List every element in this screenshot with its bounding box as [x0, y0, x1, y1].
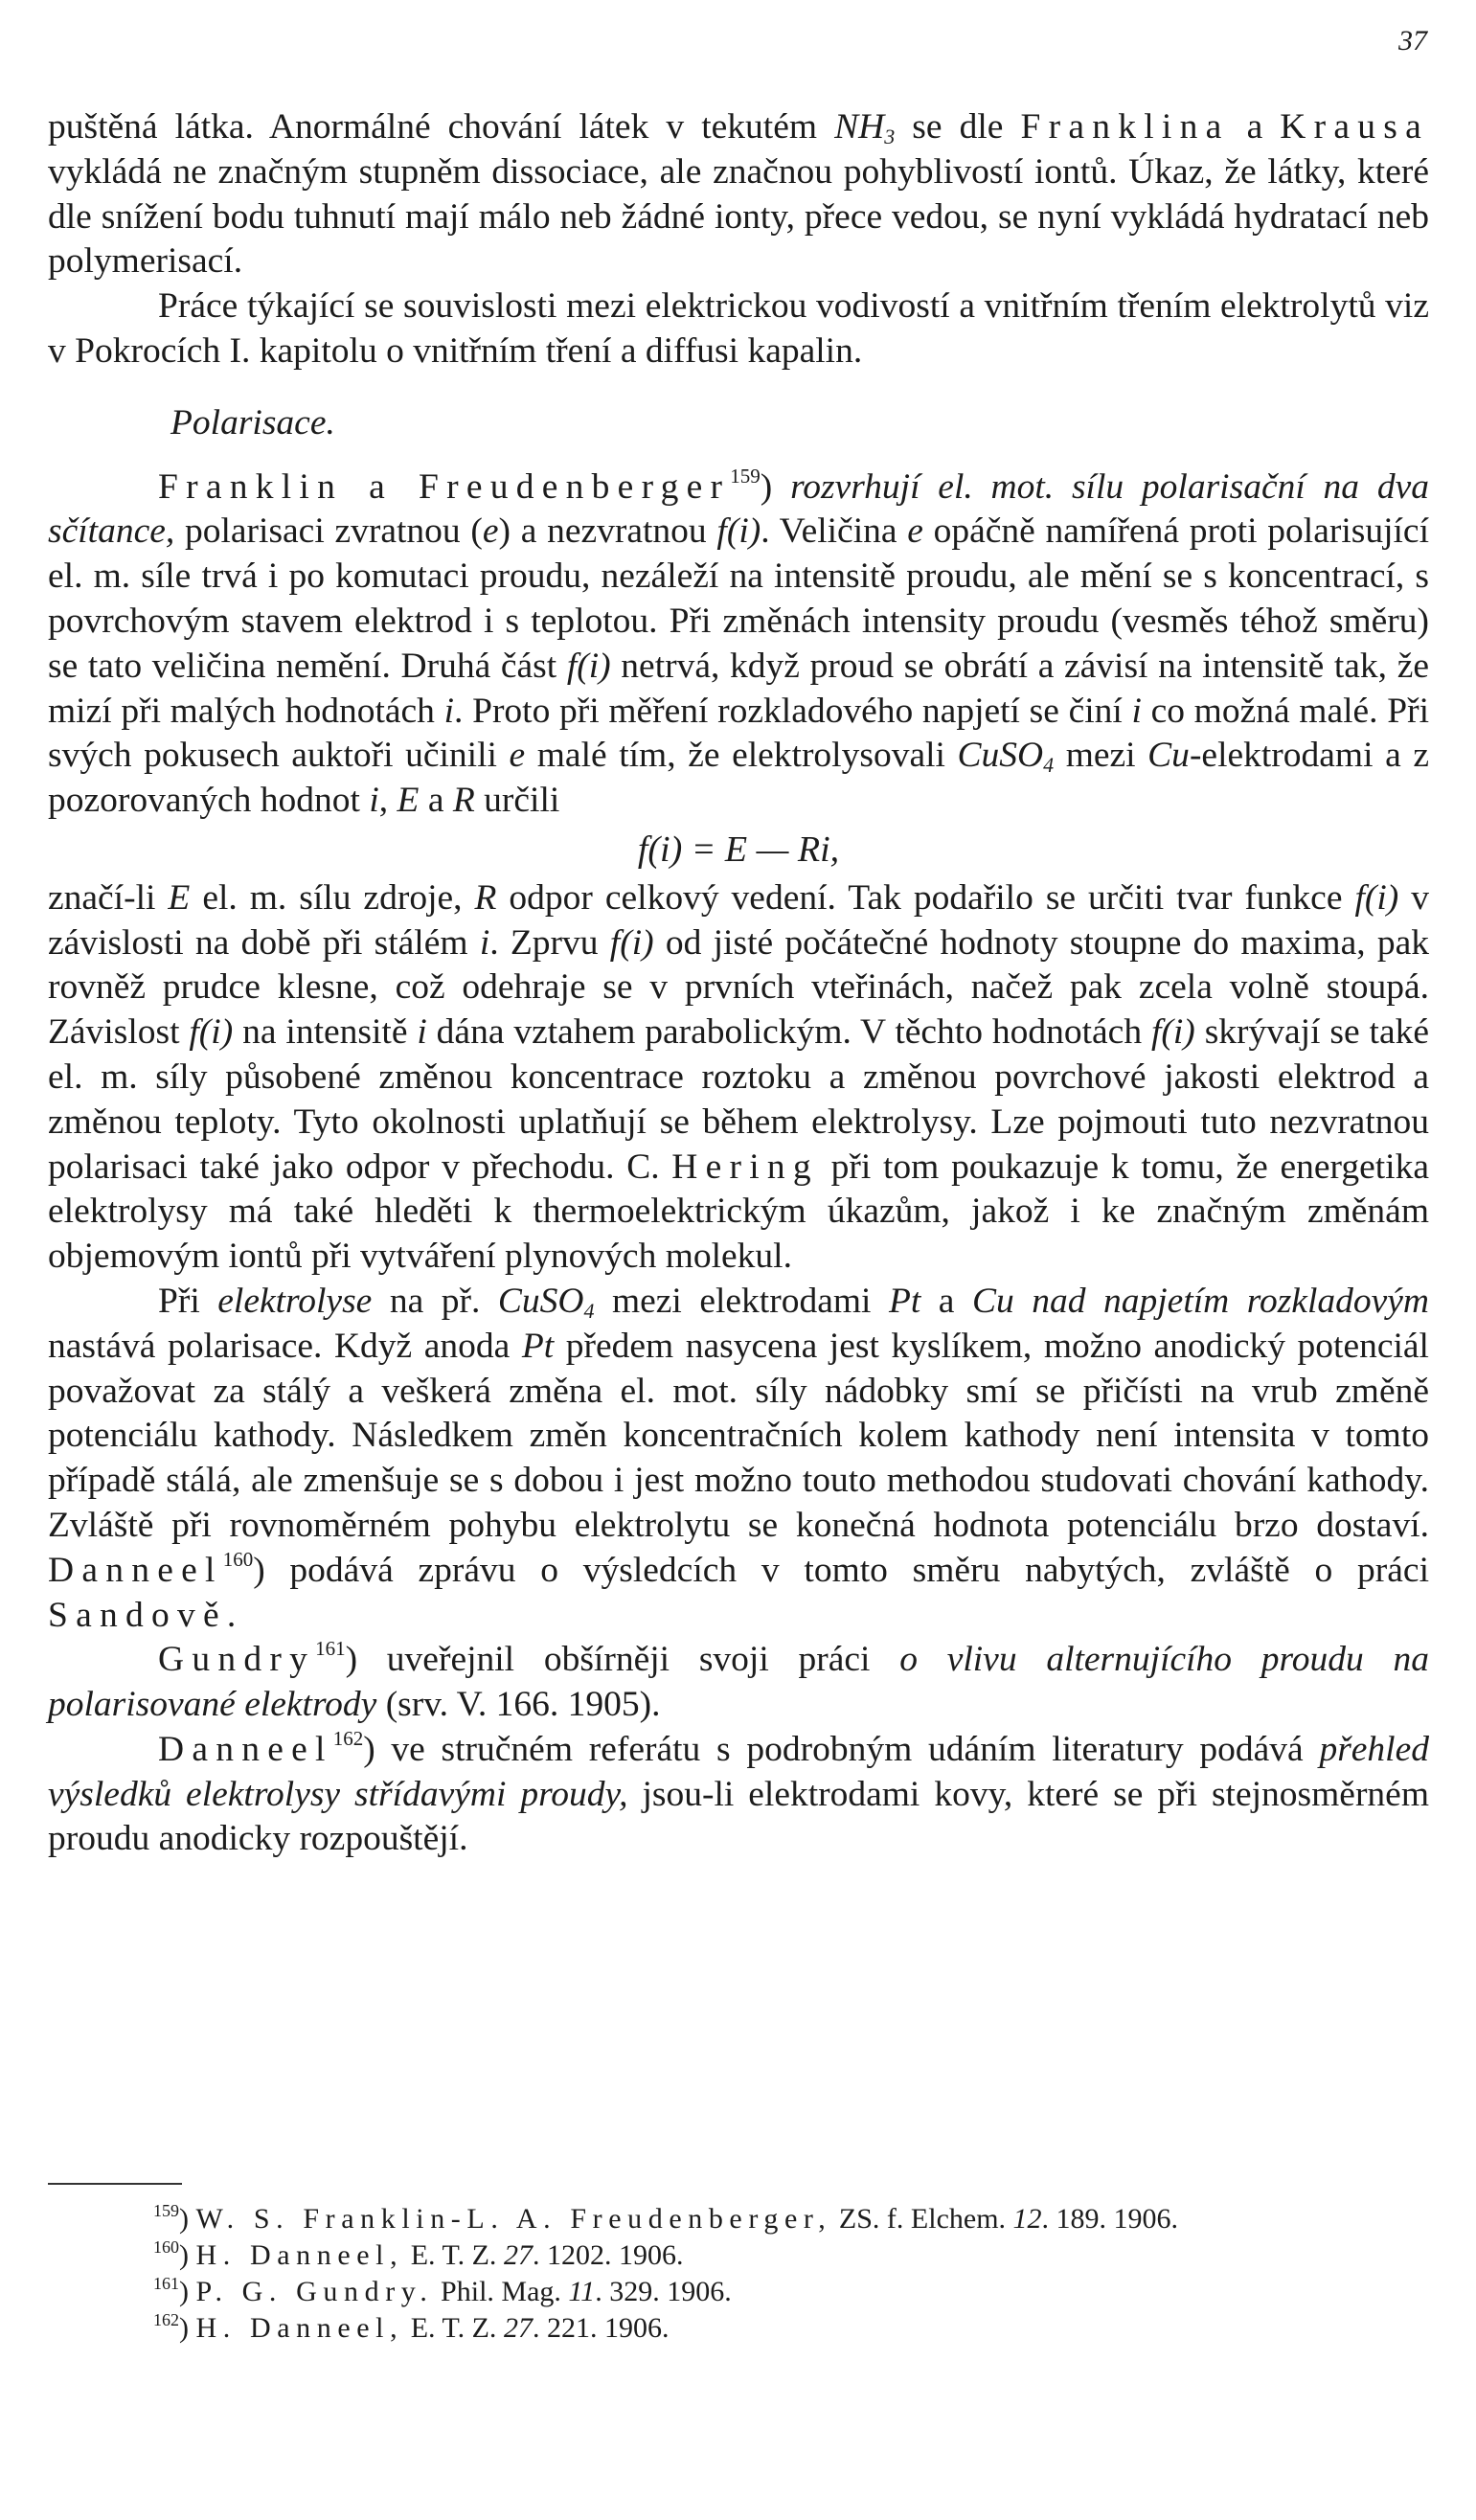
footnote-159: $^{159}$) W. S. Franklin-L. A. Freudenberger, ZS. f. Elchem. 12. 189. 1906. — [153, 2201, 1179, 2235]
footnote-ref-160: 160 — [222, 1547, 254, 1571]
footnote-ref-159: 159 — [730, 464, 761, 488]
paragraph-1: puštěná látka. Anormálné chování látek v tekutém $NH_3$ se dle Franklina a Krausa vykládá ne značným stupněm dissociace, ale značnou pohyblivostí iontů. Úkaz, že látky, které dle snížení bodu tuhnutí mají málo neb žádné ionty, přece vedou, se nyní vykládá hydratací neb polymerisací. — [48, 107, 1429, 282]
footnotes — [48, 2201, 1429, 2347]
section-heading: Polarisace. — [170, 402, 335, 443]
footnote-divider — [48, 2183, 182, 2185]
page-number: 37 — [1398, 25, 1427, 57]
footnote-ref-162: 162 — [332, 1726, 364, 1750]
body-text — [48, 105, 1429, 1862]
paragraph-6: Gundry$^{161}$) uveřejnil obšírněji svoji práci o vlivu alternujícího proudu na polarisované elektrody (srv. V. 166. 1905). — [48, 1637, 1429, 1725]
paragraph-3: Franklin a Freudenberger$^{159}$) rozvrhují el. mot. sílu polarisační na dva sčítance, polarisaci zvratnou (e) a nezvratnou f(i). Veličina e opáčně namířená proti polarisující el. m. síle trvá i po komutaci proudu, nezáleží na intensitě proudu, ale mění se s koncentrací, s povrchovým stavem elektrod i s teplotou. Při změnách intensity proudu (vesměs téhož směru) se tato veličina nemění. Druhá část f(i) netrvá, když proud se obrátí a závisí na intensitě tak, že mizí při malých hodnotách i. Proto při měření rozkladového napjetí se činí i co možná malé. Při svých pokusech auktoři učinili e malé tím, že elektrolysovali CuSO$_4$ mezi Cu-elektrodami a z pozorovaných hodnot i, E a R určili — [48, 464, 1429, 821]
paragraph-4: značí-li E el. m. sílu zdroje, R odpor celkový vedení. Tak podařilo se určiti tvar funkce f(i) v závislosti na době při stálém i. Zprvu f(i) od jisté počátečné hodnoty stoupne do maxima, pak rovněž prudce klesne, což odehraje se v prvních vteřinách, načež pak zcela volně stoupá. Závislost f(i) na intensitě i dána vztahem parabolickým. V těchto hodnotách f(i) skrývají se také el. m. síly působené změnou koncentrace roztoku a změnou povrchové jakosti elektrod a změnou teploty. Tyto okolnosti uplatňují se během elektrolysy. Lze pojmouti tuto nezvratnou polarisaci také jako odpor v přechodu. C. Hering při tom poukazuje k tomu, že energetika elektrolysy má také hleděti k thermoelektrickým úkazům, jakož i ke značným změnám objemovým iontů při vytváření plynových molekul. — [48, 877, 1430, 1277]
footnote-162: $^{162}$) H. Danneel, E. T. Z. 27. 221. 1906. — [153, 2310, 670, 2344]
formula: f(i) = E — Ri, — [637, 829, 840, 870]
paragraph-2: Práce týkající se souvislosti mezi elektrickou vodivostí a vnitřním třením elektrolytů viz v Pokrocích I. kapitolu o vnitřním tření a diffusi kapalin. — [48, 286, 1429, 371]
footnote-ref-161: 161 — [315, 1637, 346, 1661]
paragraph-5: Při elektrolyse na př. CuSO$_4$ mezi elektrodami Pt a Cu nad napjetím rozkladovým nastává polarisace. Když anoda Pt předem nasycena jest kyslíkem, možno anodický potenciál považovat za stálý a veškerá změna el. mot. síly nádobky smí se přičísti na vrub změně potenciálu kathody. Následkem změn koncentračních kolem kathody není intensita v tomto případě stálá, ale zmenšuje se s dobou i jest možno touto methodou studovati chování kathody. Zvláště při rovnoměrném pohybu elektrolytu se konečná hodnota potenciálu brzo dostaví. Danneel$^{160}$) podává zprávu o výsledcích v tomto směru nabytých, zvláště o práci Sandově. — [48, 1281, 1429, 1635]
footnote-161: $^{161}$) P. G. Gundry. Phil. Mag. 11. 329. 1906. — [153, 2274, 732, 2307]
footnote-160: $^{160}$) H. Danneel, E. T. Z. 27. 1202. 1906. — [153, 2237, 684, 2271]
paragraph-7: Danneel$^{162}$) ve stručném referátu s podrobným udáním literatury podává přehled výsledků elektrolysy střídavými proudy, jsou-li elektrodami kovy, které se při stejnosměrném proudu anodicky rozpouštějí. — [48, 1726, 1429, 1859]
